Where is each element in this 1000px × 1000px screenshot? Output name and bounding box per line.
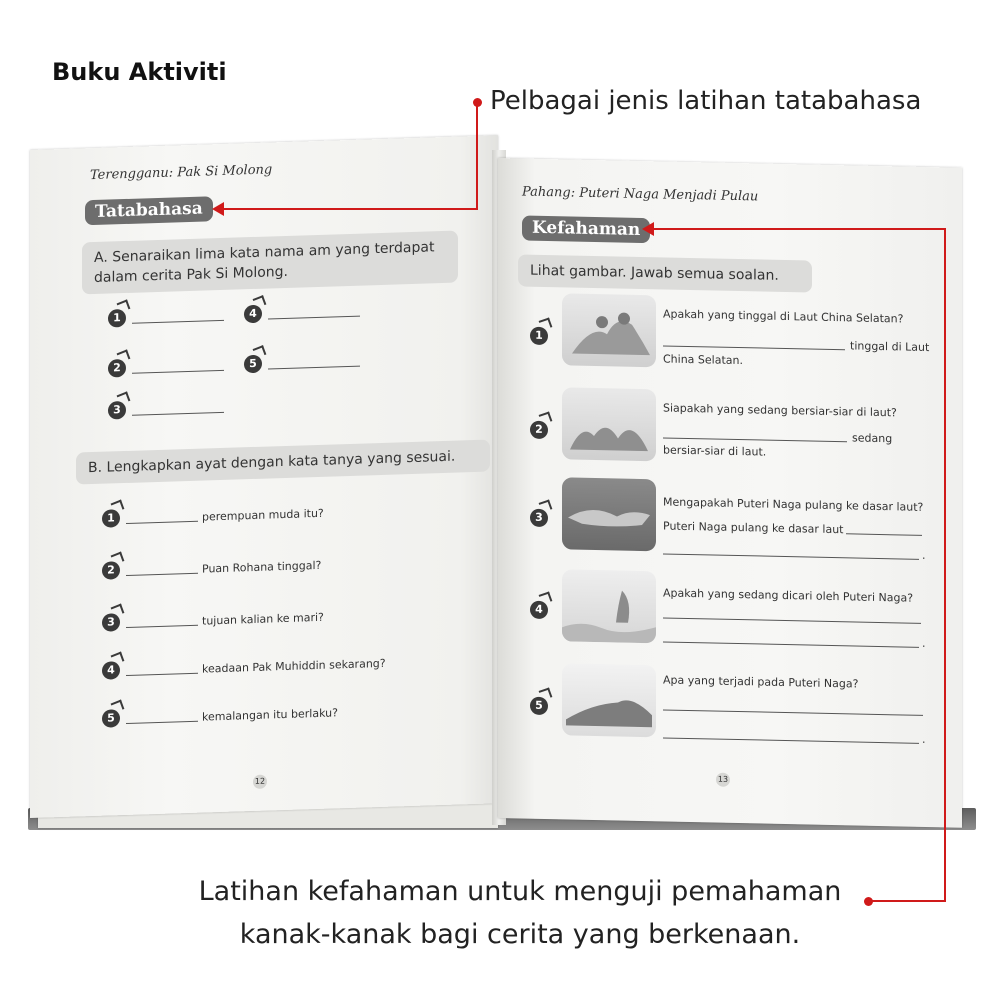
instruction: Lihat gambar. Jawab semua soalan. xyxy=(518,254,812,292)
question-text: Apa yang terjadi pada Puteri Naga? xyxy=(663,673,859,691)
sentence-text: perempuan muda itu? xyxy=(202,506,324,524)
story-title: Terengganu: Pak Si Molong xyxy=(90,162,273,184)
dragons-illustration xyxy=(562,293,656,367)
number-badge: 1 xyxy=(108,309,126,328)
left-page xyxy=(30,135,498,818)
right-page xyxy=(498,158,962,828)
answer-line[interactable] xyxy=(126,521,198,524)
instruction-part-b: B. Lengkapkan ayat dengan kata tanya yang sesuai. xyxy=(76,440,490,485)
callout-comprehension: Latihan kefahaman untuk menguji pemahaman kanak-kanak bagi cerita yang berkenaan. xyxy=(198,876,842,950)
answer-text: . xyxy=(922,548,926,562)
callout-grammar: Pelbagai jenis latihan tatabahasa xyxy=(490,86,922,116)
answer-text: . xyxy=(922,636,926,650)
answer-line[interactable] xyxy=(663,737,919,743)
callout-line xyxy=(224,208,478,210)
number-badge: 5 xyxy=(530,697,548,715)
dragon-icon xyxy=(562,387,656,461)
number-badge: 2 xyxy=(108,359,126,378)
answer-line[interactable] xyxy=(126,625,198,628)
page-number: 13 xyxy=(716,773,730,787)
answer-line[interactable] xyxy=(663,437,847,442)
dragons-sea-illustration xyxy=(562,387,656,461)
dragon-waves-illustration xyxy=(562,569,656,643)
number-badge: 3 xyxy=(530,509,548,527)
answer-text: tinggal di Laut xyxy=(850,339,930,355)
sentence-text: Puan Rohana tinggal? xyxy=(202,558,322,576)
answer-text: sedang xyxy=(852,431,893,446)
answer-line[interactable] xyxy=(132,370,224,374)
question-text: Apakah yang tinggal di Laut China Selatan? xyxy=(663,307,904,326)
section-tag-tatabahasa: Tatabahasa xyxy=(85,196,213,225)
answer-line[interactable] xyxy=(663,709,923,715)
section-tag-kefahaman: Kefahaman xyxy=(522,216,650,244)
question-text: Mengapakah Puteri Naga pulang ke dasar laut? xyxy=(663,495,924,514)
answer-line[interactable] xyxy=(126,673,198,676)
question-text: Apakah yang sedang dicari oleh Puteri Naga? xyxy=(663,586,914,605)
sentence-text: keadaan Pak Muhiddin sekarang? xyxy=(202,656,386,676)
answer-line[interactable] xyxy=(132,320,224,324)
number-badge: 5 xyxy=(102,709,120,728)
answer-line[interactable] xyxy=(126,721,198,724)
number-badge: 1 xyxy=(530,327,548,345)
caption-title: Buku Aktiviti xyxy=(52,58,227,86)
dragon-icon xyxy=(562,569,656,643)
answer-text: . xyxy=(922,732,926,746)
number-badge: 3 xyxy=(102,613,120,632)
callout-line xyxy=(944,228,946,902)
answer-line[interactable] xyxy=(126,573,198,576)
underwater-illustration xyxy=(562,477,656,551)
callout-line xyxy=(654,228,946,230)
number-badge: 4 xyxy=(530,601,548,619)
number-badge: 3 xyxy=(108,401,126,420)
answer-line[interactable] xyxy=(663,345,845,350)
number-badge: 2 xyxy=(530,421,548,439)
number-badge: 4 xyxy=(244,305,262,324)
sentence-text: kemalangan itu berlaku? xyxy=(202,706,338,724)
answer-line[interactable] xyxy=(132,412,224,416)
page-number: 12 xyxy=(253,775,267,789)
number-badge: 4 xyxy=(102,661,120,680)
dragon-icon xyxy=(562,293,656,367)
sentence-text: tujuan kalian ke mari? xyxy=(202,610,324,628)
number-badge: 2 xyxy=(102,561,120,580)
answer-line[interactable] xyxy=(663,617,921,623)
answer-line[interactable] xyxy=(846,533,922,536)
answer-text: China Selatan. xyxy=(663,352,743,368)
answer-line[interactable] xyxy=(268,366,360,370)
number-badge: 5 xyxy=(244,355,262,374)
arrow-icon xyxy=(212,202,224,216)
callout-line xyxy=(868,900,946,902)
island-illustration xyxy=(562,663,656,737)
answer-text: Puteri Naga pulang ke dasar laut xyxy=(663,519,844,537)
island-icon xyxy=(562,663,656,737)
number-badge: 1 xyxy=(102,509,120,528)
story-title: Pahang: Puteri Naga Menjadi Pulau xyxy=(522,184,759,205)
callout-line xyxy=(476,103,478,210)
instruction-part-a: A. Senaraikan lima kata nama am yang terdapat dalam cerita Pak Si Molong. xyxy=(82,231,458,295)
answer-line[interactable] xyxy=(663,553,919,559)
question-text: Siapakah yang sedang bersiar-siar di laut? xyxy=(663,401,897,420)
answer-text: bersiar-siar di laut. xyxy=(663,443,767,459)
answer-line[interactable] xyxy=(268,316,360,320)
answer-line[interactable] xyxy=(663,641,919,647)
arrow-icon xyxy=(642,222,654,236)
dragon-icon xyxy=(562,477,656,551)
